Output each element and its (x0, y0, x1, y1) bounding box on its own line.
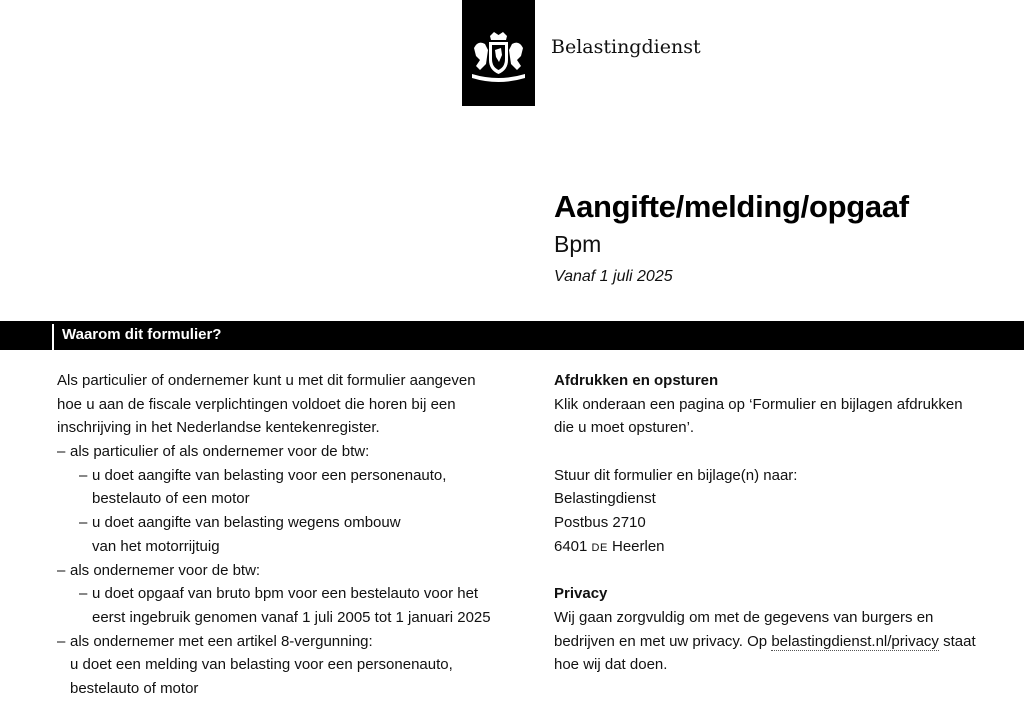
sub-list-item (57, 511, 507, 535)
intro-line: inschrijving in het Nederlandse kentekenregister. (57, 419, 380, 437)
list-item-vergunning (57, 630, 507, 654)
list-item-label: als ondernemer voor de btw: (70, 561, 261, 579)
privacy-text-line: hoe wij dat doen. (554, 656, 668, 674)
spacer (554, 559, 994, 583)
organization-name: Belastingdienst (551, 36, 701, 58)
address-postcode-city (554, 535, 994, 559)
postcode-letters: DE (591, 541, 608, 554)
privacy-text: staat (938, 632, 976, 650)
sub-list-text: u doet opgaaf van bruto bpm voor een bestelauto voor het (92, 585, 479, 603)
sub-list-continuation: van het motorrijtuig (92, 537, 220, 555)
sub-list-text: u doet aangifte van belasting voor een personenauto, (92, 466, 447, 484)
privacy-text-line: Wij gaan zorgvuldig om met de gegevens van burgers en (554, 608, 934, 626)
document-subtitle: Bpm (554, 231, 602, 257)
left-column (57, 369, 507, 701)
valid-from-date: Vanaf 1 juli 2025 (554, 268, 673, 285)
privacy-link[interactable]: belastingdienst.nl/privacy (771, 632, 939, 650)
send-intro: Stuur dit formulier en bijlage(n) naar: (554, 466, 798, 484)
list-item-label: als particulier of als ondernemer voor de btw: (70, 443, 370, 461)
sub-list-item (57, 582, 507, 606)
spacer (554, 440, 994, 464)
print-instruction-line: Klik onderaan een pagina op ‘Formulier en bijlagen afdrukken (554, 395, 963, 413)
postcode-number: 6401 (554, 537, 588, 555)
list-continuation: u doet een melding van belasting voor een personenauto, (70, 656, 453, 674)
sub-list-continuation: bestelauto of een motor (92, 490, 250, 508)
dash-bullet: – (79, 514, 88, 532)
address-name: Belastingdienst (554, 490, 656, 508)
print-heading: Afdrukken en opsturen (554, 372, 719, 389)
list-item-label: als ondernemer met een artikel 8-vergunning: (70, 632, 373, 650)
print-instruction-line: die u moet opsturen’. (554, 419, 695, 437)
sub-list-text: u doet aangifte van belasting wegens ombouw (92, 514, 401, 532)
document-title: Aangifte/melding/opgaaf (554, 189, 909, 224)
list-item-ondernemer (57, 559, 507, 583)
list-continuation: bestelauto of motor (70, 679, 199, 697)
privacy-heading: Privacy (554, 585, 608, 603)
section-header-bar (0, 321, 1024, 350)
right-column (554, 369, 994, 677)
section-title: Waarom dit formulier? (62, 326, 222, 343)
coat-of-arms-icon (468, 30, 529, 84)
dash-bullet: – (57, 443, 66, 461)
city: Heerlen (612, 537, 665, 555)
dash-bullet: – (57, 632, 66, 650)
logo-block (462, 0, 535, 106)
intro-line: hoe u aan de fiscale verplichtingen voldoet die horen bij een (57, 395, 456, 413)
list-item-particulier (57, 440, 507, 464)
section-divider (52, 324, 54, 350)
sub-list-item (57, 464, 507, 488)
privacy-text: bedrijven en met uw privacy. Op (554, 632, 772, 650)
intro-line: Als particulier of ondernemer kunt u met dit formulier aangeven (57, 372, 476, 389)
sub-list-continuation: eerst ingebruik genomen vanaf 1 juli 2005 tot 1 januari 2025 (92, 608, 491, 626)
dash-bullet: – (79, 466, 88, 484)
dash-bullet: – (79, 585, 88, 603)
dash-bullet: – (57, 561, 66, 579)
address-postbus: Postbus 2710 (554, 514, 646, 532)
privacy-text-line (554, 630, 994, 654)
